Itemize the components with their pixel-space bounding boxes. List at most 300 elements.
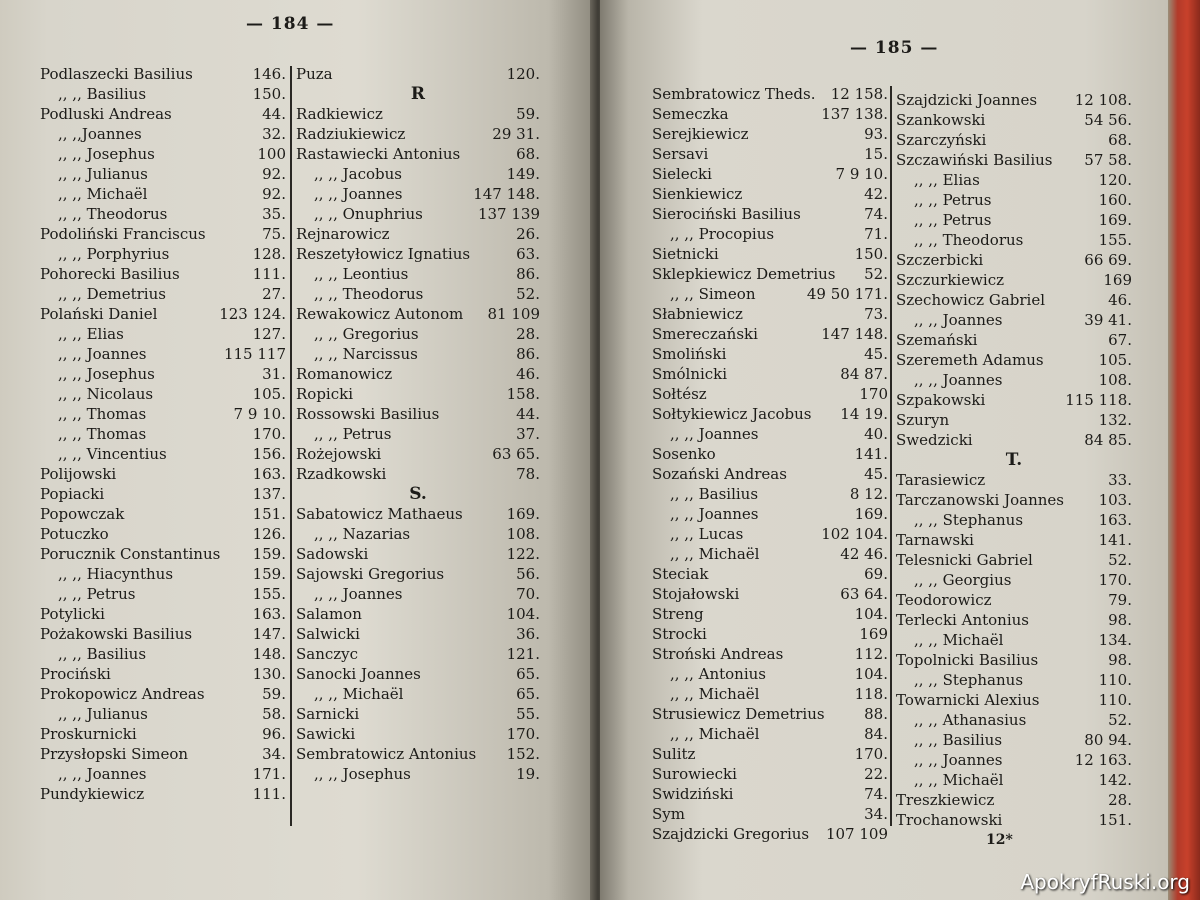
index-entry [896,150,1132,170]
entry-page-refs: 84. [864,725,888,743]
entry-page-refs: 170. [252,425,286,443]
index-entry [652,504,888,524]
index-entry [40,384,286,404]
index-entry [296,64,540,84]
entry-name: ,, ,, Joannes [314,185,403,203]
entry-name: Sembratowicz Theds. [652,85,816,103]
entry-name: Podoliński Franciscus [40,225,206,243]
index-entry [652,344,888,364]
index-entry [296,364,540,384]
index-entry [896,750,1132,770]
entry-name: Tarasiewicz [896,471,986,489]
entry-page-refs: 104. [854,665,888,683]
entry-page-refs: 170. [854,745,888,763]
entry-name: Teodorowicz [896,591,992,609]
index-entry [296,524,540,544]
entry-page-refs: 130. [252,665,286,683]
index-entry [896,690,1132,710]
entry-name: Surowiecki [652,765,737,783]
entry-name: ,, ,, Procopius [670,225,775,243]
index-entry [896,230,1132,250]
index-entry [40,604,286,624]
entry-name: Stojałowski [652,585,740,603]
entry-name: ,, ,, Petrus [914,191,992,209]
index-entry [296,544,540,564]
entry-name: ,, ,, Jacobus [314,165,402,183]
index-entry [296,464,540,484]
entry-page-refs: 103. [1098,491,1132,509]
entry-page-refs: 7 9 10. [835,165,888,183]
entry-page-refs: 63. [516,245,540,263]
entry-name: ,, ,, Demetrius [58,285,166,303]
entry-page-refs: 169. [854,505,888,523]
entry-name: Sozański Andreas [652,465,787,483]
entry-page-refs: 98. [1108,651,1132,669]
entry-page-refs: 74. [864,205,888,223]
index-entry [40,644,286,664]
entry-page-refs: 81 109 [487,305,540,323]
index-entry [296,164,540,184]
entry-page-refs: 108. [1098,371,1132,389]
entry-name: Sklepkiewicz Demetrius [652,265,836,283]
entry-name: ,, ,, Nazarias [314,525,411,543]
index-entry [296,104,540,124]
entry-name: Sielecki [652,165,712,183]
index-entry [296,244,540,264]
entry-name: Szpakowski [896,391,986,409]
entry-name: ,, ,, Leontius [314,265,409,283]
entry-page-refs: 98. [1108,611,1132,629]
entry-page-refs: 66 69. [1084,251,1132,269]
entry-name: Podlaszecki Basilius [40,65,193,83]
entry-page-refs: 52. [1108,551,1132,569]
entry-name: ,, ,, Michaël [914,771,1004,789]
entry-name: ,, ,, Stephanus [914,671,1024,689]
entry-page-refs: 44. [262,105,286,123]
index-entry [40,624,286,644]
index-entry [896,510,1132,530]
entry-name: ,, ,, Simeon [670,285,756,303]
index-entry [652,164,888,184]
entry-name: ,, ,, Antonius [670,665,766,683]
index-entry [896,350,1132,370]
entry-name: ,, ,, Joannes [670,505,759,523]
index-entry [896,530,1132,550]
red-book-cover [1168,0,1200,900]
entry-page-refs: 137. [252,485,286,503]
entry-name: Terlecki Antonius [896,611,1029,629]
index-entry [296,504,540,524]
entry-name: Semeczka [652,105,729,123]
signature-mark: 12* [986,832,1013,848]
index-entry [40,164,286,184]
index-entry [652,624,888,644]
entry-page-refs: 156. [252,445,286,463]
entry-page-refs: 19. [516,765,540,783]
entry-name: Radkiewicz [296,105,383,123]
entry-page-refs: 105. [252,385,286,403]
index-entry [896,270,1132,290]
entry-page-refs: 111. [252,785,286,803]
entry-page-refs: 33. [1108,471,1132,489]
entry-page-refs: 73. [864,305,888,323]
entry-name: Reszetyłowicz Ignatius [296,245,471,263]
entry-name: Serejkiewicz [652,125,749,143]
entry-page-refs: 71. [864,225,888,243]
index-entry [652,724,888,744]
index-entry [40,344,286,364]
index-entry [40,64,286,84]
entry-page-refs: 151. [252,505,286,523]
entry-page-refs: 163. [252,605,286,623]
index-entry [652,264,888,284]
entry-page-refs: 132. [1098,411,1132,429]
entry-page-refs: 150. [252,85,286,103]
entry-name: Sabatowicz Mathaeus [296,505,463,523]
entry-name: Radziukiewicz [296,125,406,143]
entry-name: Szemański [896,331,978,349]
index-entry [296,384,540,404]
entry-page-refs: 12 158. [830,85,888,103]
entry-page-refs: 80 94. [1084,731,1132,749]
entry-name: Rossowski Basilius [296,405,440,423]
entry-name: ,, ,, Elias [914,171,980,189]
index-entry [652,144,888,164]
entry-page-refs: 169 [1103,271,1132,289]
entry-page-refs: 146. [252,65,286,83]
entry-name: Szczawiński Basilius [896,151,1053,169]
entry-name: Proskurnicki [40,725,137,743]
entry-name: Tarnawski [896,531,974,549]
entry-page-refs: 171. [252,765,286,783]
entry-name: ,, ,, Basilius [58,645,147,663]
entry-name: Smereczański [652,325,758,343]
entry-name: ,, ,, Hiacynthus [58,565,174,583]
entry-page-refs: 86. [516,265,540,283]
entry-name: ,, ,, Georgius [914,571,1012,589]
entry-page-refs: 57 58. [1084,151,1132,169]
entry-name: Pożakowski Basilius [40,625,193,643]
entry-page-refs: 56. [516,565,540,583]
entry-page-refs: 22. [864,765,888,783]
left-column-1 [40,64,286,804]
entry-page-refs: 104. [506,605,540,623]
entry-page-refs: 12 163. [1074,751,1132,769]
index-entry [296,604,540,624]
entry-page-refs: 160. [1098,191,1132,209]
entry-name: Sym [652,805,685,823]
entry-name: Rożejowski [296,445,382,463]
entry-name: ,, ,, Thomas [58,425,147,443]
entry-name: Smólnicki [652,365,728,383]
entry-name: Szarczyński [896,131,987,149]
entry-page-refs: 159. [252,545,286,563]
index-entry [296,624,540,644]
index-entry [652,284,888,304]
entry-name: Strocki [652,625,707,643]
entry-page-refs: 126. [252,525,286,543]
entry-page-refs: 70. [516,585,540,603]
entry-page-refs: 63 64. [840,585,888,603]
index-entry [40,284,286,304]
entry-page-refs: 147 148. [821,325,888,343]
entry-page-refs: 170. [1098,571,1132,589]
entry-page-refs: 104. [854,605,888,623]
entry-page-refs: 69. [864,565,888,583]
index-entry [652,124,888,144]
entry-name: ,, ,, Josephus [58,145,155,163]
entry-name: Pohorecki Basilius [40,265,180,283]
entry-name: Potylicki [40,605,105,623]
entry-page-refs: 121. [506,645,540,663]
entry-name: Prociński [40,665,111,683]
index-entry [652,324,888,344]
entry-page-refs: 170 [859,385,888,403]
entry-name: Salwicki [296,625,360,643]
entry-page-refs: 29 31. [492,125,540,143]
entry-page-refs: 142. [1098,771,1132,789]
entry-page-refs: 35. [262,205,286,223]
entry-name: Pundykiewicz [40,785,145,803]
index-entry [40,224,286,244]
entry-name: ,, ,, Josephus [58,365,155,383]
index-entry [652,384,888,404]
index-entry [40,464,286,484]
index-entry [296,744,540,764]
entry-page-refs: 123 124. [219,305,286,323]
entry-page-refs: 118. [854,685,888,703]
index-entry [896,790,1132,810]
index-entry [652,184,888,204]
entry-name: ,, ,, Michaël [670,725,760,743]
index-entry [296,724,540,744]
entry-name: Romanowicz [296,365,393,383]
entry-page-refs: 96. [262,725,286,743]
entry-page-refs: 120. [506,65,540,83]
index-entry [896,590,1132,610]
entry-name: ,, ,, Josephus [314,765,411,783]
entry-name: Szajdzicki Joannes [896,91,1038,109]
entry-name: ,, ,, Julianus [58,705,148,723]
index-entry [40,704,286,724]
index-entry [40,764,286,784]
entry-name: ,, ,, Michaël [670,545,760,563]
entry-page-refs: 163. [252,465,286,483]
entry-name: ,, ,, Theodorus [914,231,1024,249]
entry-name: Puza [296,65,333,83]
entry-page-refs: 110. [1098,671,1132,689]
entry-name: ,, ,, Porphyrius [58,245,170,263]
index-entry [652,444,888,464]
index-entry [896,730,1132,750]
entry-name: ,, ,, Lucas [670,525,744,543]
entry-name: Popowczak [40,505,125,523]
entry-name: ,, ,, Thomas [58,405,147,423]
index-entry [296,404,540,424]
index-entry [652,644,888,664]
entry-name: ,, ,, Basilius [58,85,147,103]
index-entry [896,290,1132,310]
index-entry [652,664,888,684]
entry-name: Popiacki [40,485,105,503]
index-entry [652,824,888,844]
entry-page-refs: 152. [506,745,540,763]
entry-page-refs: 147 148. [473,185,540,203]
index-entry [296,224,540,244]
entry-name: Sanczyc [296,645,359,663]
index-entry [40,444,286,464]
index-entry [896,210,1132,230]
index-entry [296,124,540,144]
entry-page-refs: 151. [1098,811,1132,829]
entry-page-refs: 170. [506,725,540,743]
section-letter [896,450,1132,470]
entry-name: ,, ,, Michaël [670,685,760,703]
entry-page-refs: 79. [1108,591,1132,609]
entry-page-refs: 12 108. [1074,91,1132,109]
entry-name: Szechowicz Gabriel [896,291,1046,309]
entry-name: ,, ,, Michaël [314,685,404,703]
section-heading: S. [409,484,427,504]
entry-name: Sadowski [296,545,369,563]
entry-name: ,, ,, Petrus [314,425,392,443]
index-entry [652,784,888,804]
index-entry [896,310,1132,330]
column-rule-left [290,66,292,826]
entry-name: Salamon [296,605,362,623]
entry-page-refs: 141. [1098,531,1132,549]
entry-name: Prokopowicz Andreas [40,685,205,703]
index-entry [896,670,1132,690]
entry-name: Sietnicki [652,245,719,263]
index-entry [896,90,1132,110]
entry-name: Ropicki [296,385,354,403]
entry-name: Sawicki [296,725,356,743]
entry-page-refs: 134. [1098,631,1132,649]
index-entry [40,84,286,104]
index-entry [296,644,540,664]
index-entry [652,484,888,504]
entry-name: Stroński Andreas [652,645,784,663]
entry-name: Sulitz [652,745,696,763]
entry-name: ,, ,, Theodorus [58,205,168,223]
entry-name: Przysłopski Simeon [40,745,189,763]
entry-page-refs: 54 56. [1084,111,1132,129]
entry-page-refs: 92. [262,185,286,203]
index-entry [296,144,540,164]
entry-page-refs: 112. [854,645,888,663]
entry-page-refs: 127. [252,325,286,343]
entry-name: ,, ,, Narcissus [314,345,418,363]
index-entry [40,324,286,344]
entry-name: Szajdzicki Gregorius [652,825,810,843]
entry-name: Sołtész [652,385,707,403]
entry-name: Rewakowicz Autonom [296,305,464,323]
entry-name: Swidziński [652,785,734,803]
index-entry [296,764,540,784]
entry-name: Sersavi [652,145,709,163]
entry-name: ,, ,, Petrus [58,585,136,603]
entry-name: ,, ,, Joannes [914,751,1003,769]
index-entry [40,664,286,684]
index-entry [896,610,1132,630]
entry-page-refs: 122. [506,545,540,563]
index-entry [896,550,1132,570]
index-entry [896,810,1132,830]
index-entry [652,464,888,484]
entry-name: ,, ,, Vincentius [58,445,167,463]
index-entry [296,284,540,304]
index-entry [296,264,540,284]
section-letter [296,84,540,104]
index-entry [652,404,888,424]
entry-page-refs: 74. [864,785,888,803]
index-entry [896,110,1132,130]
entry-name: Porucznik Constantinus [40,545,221,563]
index-entry [896,650,1132,670]
entry-name: Strusiewicz Demetrius [652,705,825,723]
entry-page-refs: 155. [252,585,286,603]
entry-name: Polijowski [40,465,117,483]
entry-name: ,, ,, Theodorus [314,285,424,303]
entry-name: Towarnicki Alexius [896,691,1040,709]
entry-name: ,, ,, Basilius [914,731,1003,749]
entry-page-refs: 75. [262,225,286,243]
entry-page-refs: 107 109 [825,825,888,843]
index-entry [296,684,540,704]
index-entry [896,250,1132,270]
entry-page-refs: 26. [516,225,540,243]
entry-name: Szczerbicki [896,251,984,269]
entry-name: ,, ,, Joannes [670,425,759,443]
entry-page-refs: 120. [1098,171,1132,189]
index-entry [652,744,888,764]
entry-name: Słabniewicz [652,305,743,323]
entry-name: Szuryn [896,411,950,429]
index-entry [652,84,888,104]
index-entry [896,430,1132,450]
index-entry [896,770,1132,790]
entry-page-refs: 100 [257,145,286,163]
index-entry [40,784,286,804]
index-entry [652,584,888,604]
entry-page-refs: 93. [864,125,888,143]
entry-page-refs: 40. [864,425,888,443]
index-entry [652,804,888,824]
entry-name: Szankowski [896,111,986,129]
entry-name: Trochanowski [896,811,1003,829]
entry-name: Sembratowicz Antonius [296,745,477,763]
index-entry [296,584,540,604]
entry-name: Potuczko [40,525,109,543]
entry-page-refs: 65. [516,665,540,683]
index-entry [896,130,1132,150]
entry-page-refs: 52. [516,285,540,303]
section-heading: R [410,84,426,104]
entry-page-refs: 148. [252,645,286,663]
entry-page-refs: 7 9 10. [233,405,286,423]
index-entry [652,244,888,264]
entry-page-refs: 27. [262,285,286,303]
entry-name: Sołtykiewicz Jacobus [652,405,812,423]
index-entry [652,304,888,324]
entry-page-refs: 110. [1098,691,1132,709]
index-entry [40,264,286,284]
index-entry [296,344,540,364]
page-number-right: — 185 — [850,38,939,58]
entry-name: Szczurkiewicz [896,271,1005,289]
entry-page-refs: 49 50 171. [806,285,888,303]
